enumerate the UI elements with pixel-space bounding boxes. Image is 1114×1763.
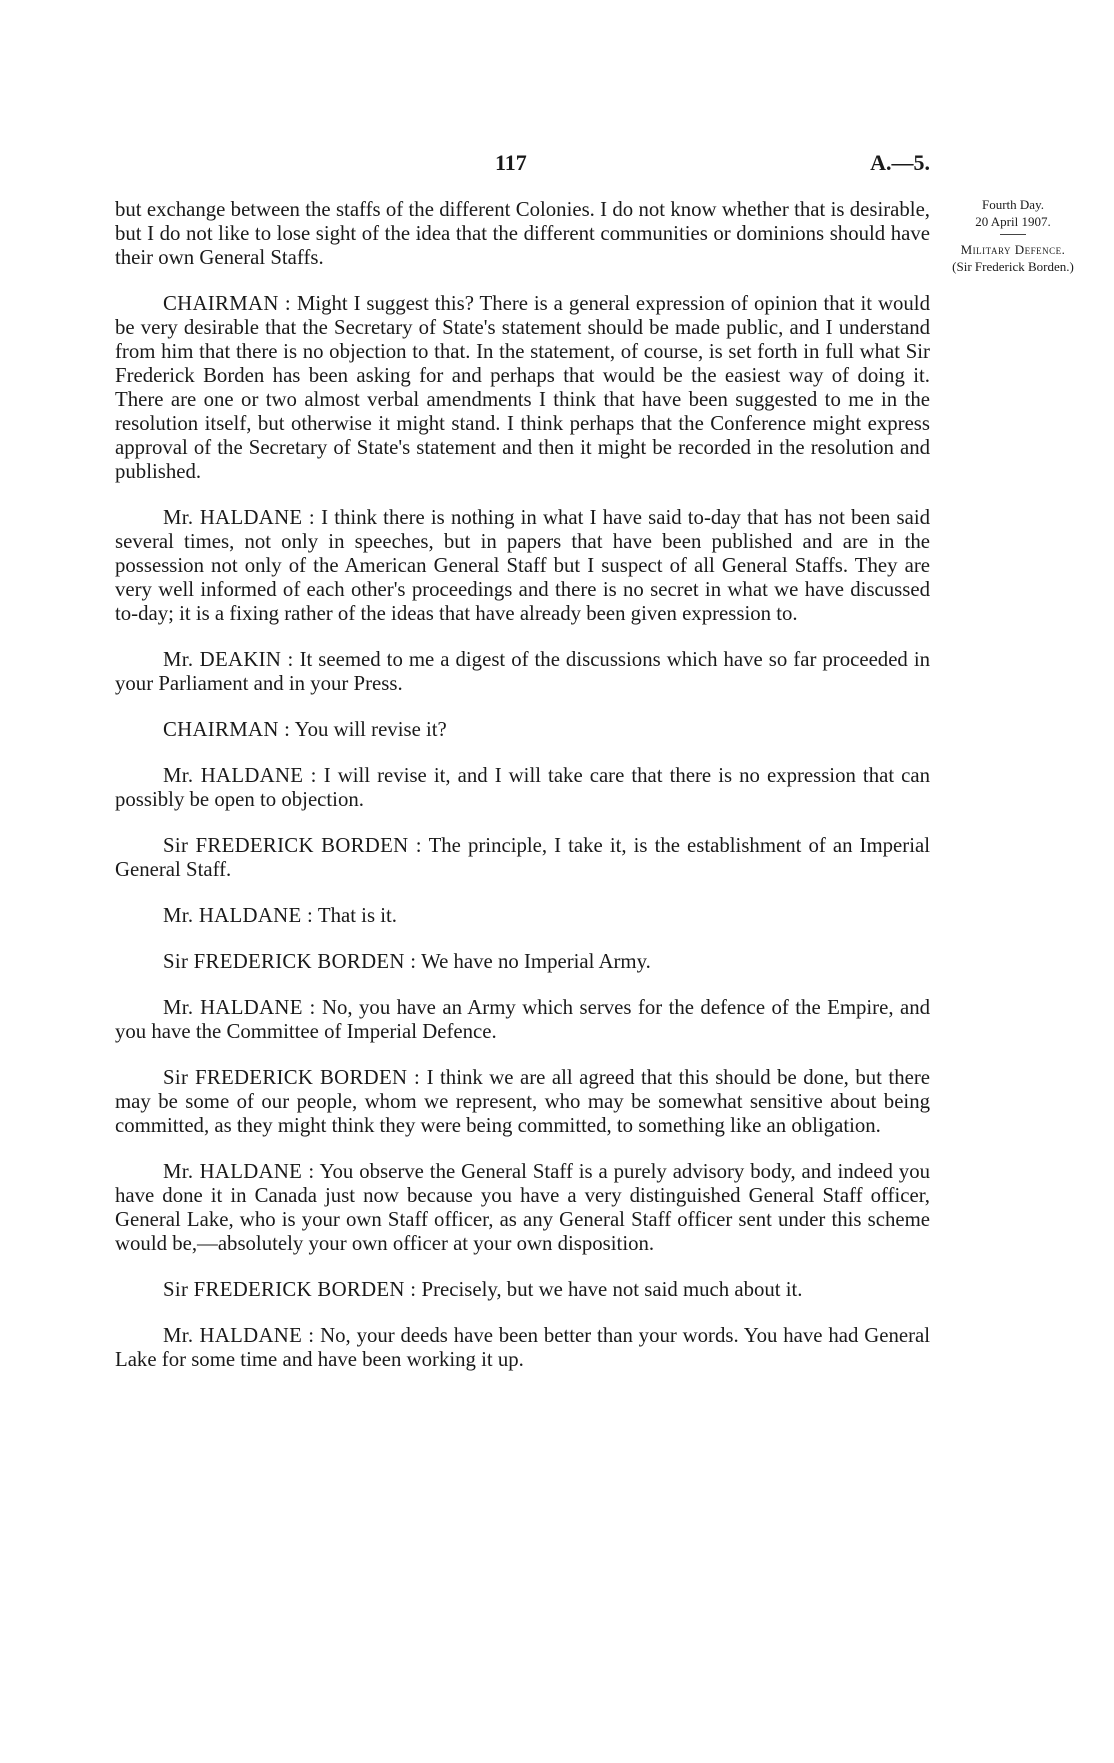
speaker-name: Mr. HALDANE : bbox=[163, 764, 317, 787]
speaker-name: CHAIRMAN : bbox=[163, 718, 291, 741]
paragraph bbox=[115, 1324, 930, 1372]
paragraph-text: I think we are all agreed that this should be done, but there may be some of our people, whom we represent, who may be somewhat sensitive about being committed, as they might think they were being committed, to something like an obligation. bbox=[115, 1066, 930, 1137]
paragraph-text: I think there is nothing in what I have said to-day that has not been said several times, not only in speeches, but in papers that have been published and are in the possession not only of the American General Staff but I suspect of all General Staffs. They are very well informed of each other's proceedings and there is no secret in what we have discussed to-day; it is a fixing rather of the ideas that have already been given expression to. bbox=[115, 506, 930, 625]
paragraph-text: We have no Imperial Army. bbox=[421, 950, 651, 973]
speaker-name: Sir FREDERICK BORDEN : bbox=[163, 950, 417, 973]
paragraph bbox=[115, 764, 930, 812]
paper-reference: A.—5. bbox=[870, 150, 930, 175]
speaker-name: Mr. HALDANE : bbox=[163, 904, 314, 927]
paragraph-text: No, you have an Army which serves for the defence of the Empire, and you have the Committee of Imperial Defence. bbox=[115, 996, 930, 1043]
paragraph-text: Precisely, but we have not said much about it. bbox=[421, 1278, 803, 1301]
paragraph bbox=[115, 1278, 930, 1302]
paragraph-text: No, your deeds have been better than your words. You have had General Lake for some time and have been working it up. bbox=[115, 1324, 931, 1371]
speaker-name: Mr. HALDANE : bbox=[163, 1324, 315, 1347]
speaker-name: Mr. HALDANE : bbox=[163, 996, 316, 1019]
paragraph-text: You observe the General Staff is a purely advisory body, and indeed you have done it in Canada just now because you have a very distinguished General Staff officer, General Lake, who is your own Staff officer, as any General Staff officer sent under this scheme would be,—absolutely your own officer at your own disposition. bbox=[115, 1160, 931, 1255]
paragraph bbox=[115, 648, 930, 696]
paragraph-text: That is it. bbox=[317, 904, 398, 927]
margin-note-subject: Military Defence. bbox=[960, 242, 1066, 257]
paragraph bbox=[115, 950, 930, 974]
paragraph bbox=[115, 292, 930, 484]
speaker-name: Mr. DEAKIN : bbox=[163, 648, 294, 671]
page-number: 117 bbox=[495, 150, 527, 175]
speaker-name: Mr. HALDANE : bbox=[163, 1160, 315, 1183]
margin-note bbox=[948, 196, 1078, 275]
margin-note-speaker: (Sir Frederick Borden.) bbox=[952, 259, 1074, 274]
paragraph-text: Might I suggest this? There is a general expression of opinion that it would be very desirable that the Secretary of State's statement should be made public, and I understand from him that there is no objection to that. In the statement, of course, is set forth in full what Sir Frederick Borden has been asking for and perhaps that would be the easiest way of doing it. There are one or two almost verbal amendments I think that have been suggested to me in the resolution itself, but otherwise it might stand. I think perhaps that the Conference might express approval of the Secretary of State's statement and then it might be recorded in the resolution and published. bbox=[115, 292, 930, 483]
speaker-name: Sir FREDERICK BORDEN : bbox=[163, 1066, 421, 1089]
paragraph-text: The principle, I take it, is the establishment of an Imperial General Staff. bbox=[115, 834, 930, 881]
margin-note-date: 20 April 1907. bbox=[975, 214, 1051, 229]
paragraph-text: You will revise it? bbox=[294, 718, 447, 741]
paragraph bbox=[115, 1066, 930, 1138]
margin-note-day: Fourth Day. bbox=[982, 197, 1044, 212]
transcript-body bbox=[115, 198, 930, 1394]
paragraph bbox=[115, 506, 930, 626]
paragraph bbox=[115, 996, 930, 1044]
speaker-name: Mr. HALDANE : bbox=[163, 506, 315, 529]
paragraph bbox=[115, 1160, 930, 1256]
speaker-name: CHAIRMAN : bbox=[163, 292, 291, 315]
paragraph bbox=[115, 834, 930, 882]
paragraph bbox=[115, 718, 930, 742]
paragraph-text: but exchange between the staffs of the different Colonies. I do not know whether that is desirable, but I do not like to lose sight of the idea that the different communities or dominions should have their own General Staffs. bbox=[115, 198, 930, 269]
speaker-name: Sir FREDERICK BORDEN : bbox=[163, 1278, 417, 1301]
speaker-name: Sir FREDERICK BORDEN : bbox=[163, 834, 422, 857]
paragraph bbox=[115, 904, 930, 928]
paragraph bbox=[115, 198, 930, 270]
paragraph-text: It seemed to me a digest of the discussions which have so far proceeded in your Parliament and in your Press. bbox=[115, 648, 931, 695]
margin-note-rule bbox=[1000, 234, 1026, 235]
paragraph-text: I will revise it, and I will take care that there is no expression that can possibly be open to objection. bbox=[115, 764, 931, 811]
page-header bbox=[115, 150, 930, 180]
